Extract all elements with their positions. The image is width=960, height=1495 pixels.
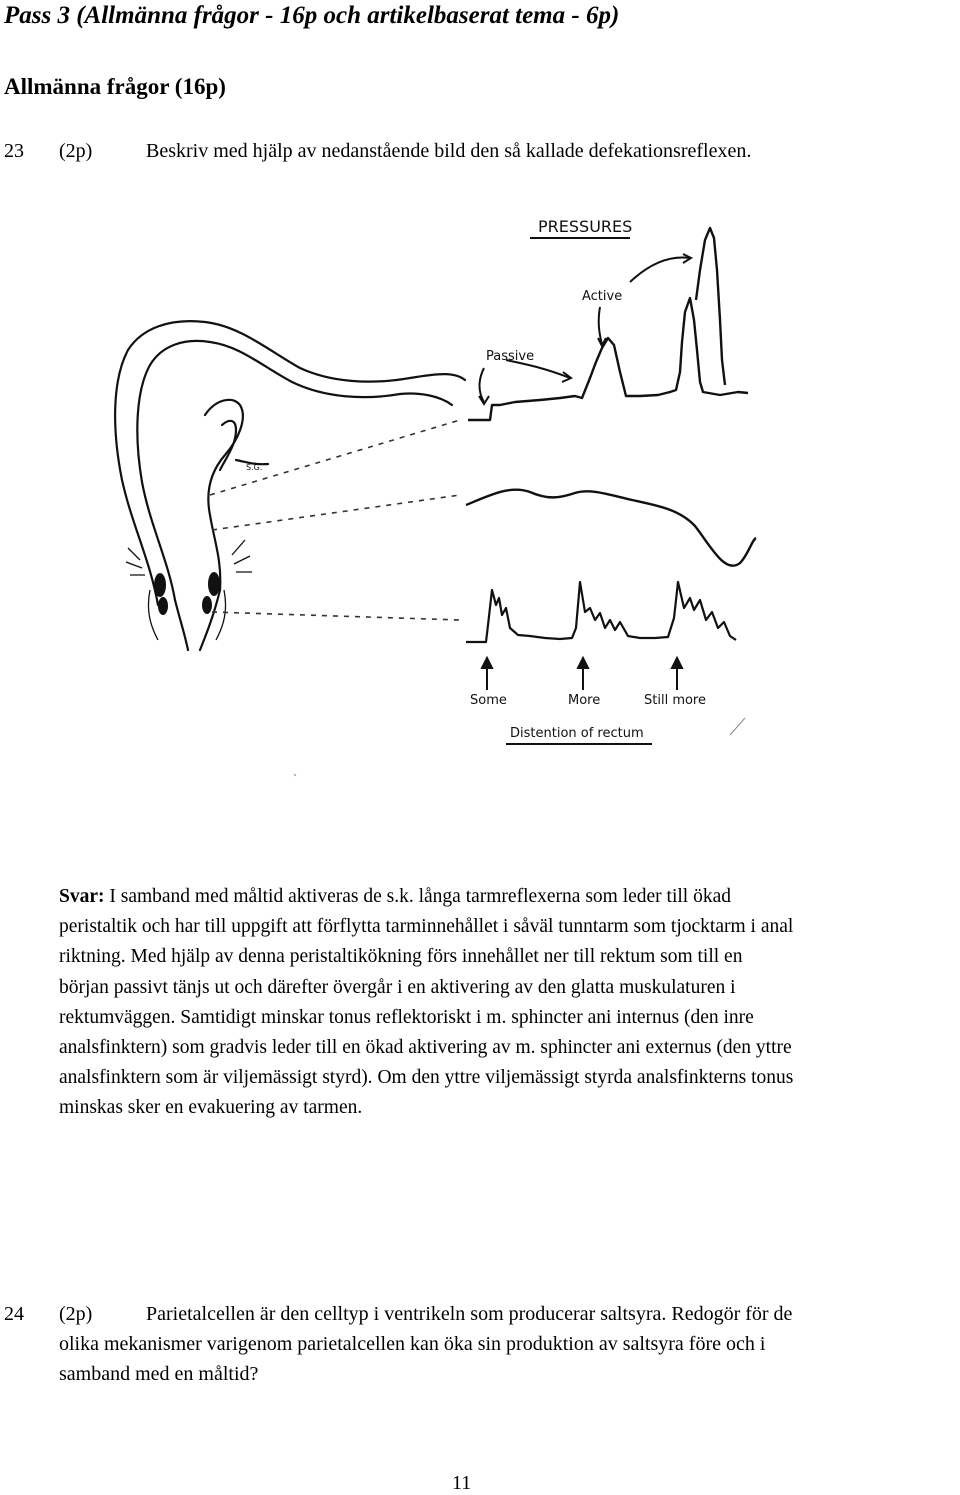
some-label: Some	[470, 693, 507, 708]
question-24-text-1: Parietalcellen är den celltyp i ventrikeln som producerar saltsyra. Redogör för de	[146, 1303, 793, 1325]
pressure-trace-middle	[466, 490, 756, 566]
active-label: Active	[582, 289, 623, 304]
question-24-points: (2p)	[59, 1303, 93, 1325]
answer-line-5: rektumväggen.	[59, 1006, 181, 1028]
page-number: 11	[452, 1472, 472, 1494]
defecation-reflex-figure	[100, 205, 800, 795]
distention-label: Distention of rectum	[510, 726, 644, 741]
question-24-number: 24	[4, 1303, 24, 1325]
question-24-text-3: samband med en måltid?	[59, 1363, 259, 1385]
pressure-trace-bottom	[466, 582, 736, 642]
still-more-label: Still more	[644, 693, 706, 708]
answer-line-3b: Med hjälp av denna peristaltikökning förs innehållet ner till rektum som till en	[130, 946, 743, 968]
answer-block	[59, 882, 959, 1124]
answer-line-8: minskas sker en evakuering av tarmen.	[59, 1097, 363, 1119]
answer-line-3: riktning.	[59, 946, 131, 968]
question-23-points: (2p)	[59, 140, 93, 162]
answer-line-6: analsfinktern) som gradvis leder till en ökad aktivering av m. sphincter ani externus (den yttre	[59, 1037, 792, 1059]
question-24-text-2: olika mekanismer varigenom parietalcellen kan öka sin produktion av saltsyra före och i	[59, 1333, 766, 1355]
page-title: Pass 3 (Allmänna frågor - 16p och artikelbaserat tema - 6p)	[4, 2, 620, 29]
section-title: Allmänna frågor (16p)	[4, 74, 226, 99]
pressure-trace-top	[468, 228, 748, 420]
answer-line-1: I samband med måltid aktiveras de s.k. långa tarmreflexerna som leder till ökad	[104, 886, 731, 907]
more-label: More	[568, 693, 601, 708]
rectum-inner-wall	[137, 341, 400, 600]
question-23-text: Beskriv med hjälp av nedanstående bild den så kallade defekationsreflexen.	[146, 140, 752, 162]
answer-line-7b: Om den yttre viljemässigt styrda analsfinkterns tonus	[377, 1067, 794, 1089]
answer-line-7: analsfinktern som är viljemässigt styrd).	[59, 1067, 378, 1089]
answer-line-2: peristaltik och har till uppgift att förflytta tarminnehållet i såväl tunntarm som tjocktarm i anal	[59, 916, 794, 938]
answer-label: Svar:	[59, 886, 105, 907]
passive-label: Passive	[486, 349, 535, 364]
rectum-outer-wall	[115, 321, 465, 605]
answer-line-4: början passivt tänjs ut och därefter övergår i en aktivering av den glatta muskulaturen i	[59, 976, 736, 998]
artist-signature: S.G.	[246, 463, 263, 472]
pressures-label: PRESSURES	[538, 217, 633, 236]
question-23-number: 23	[4, 140, 24, 162]
distention-arrows	[482, 658, 682, 690]
answer-line-5b: Samtidigt minskar tonus reflektoriskt i m. sphincter ani internus (den inre	[180, 1006, 754, 1028]
pointer-lines	[210, 420, 460, 620]
annotation-arrows	[479, 254, 691, 404]
sphincter-muscles	[154, 572, 220, 615]
